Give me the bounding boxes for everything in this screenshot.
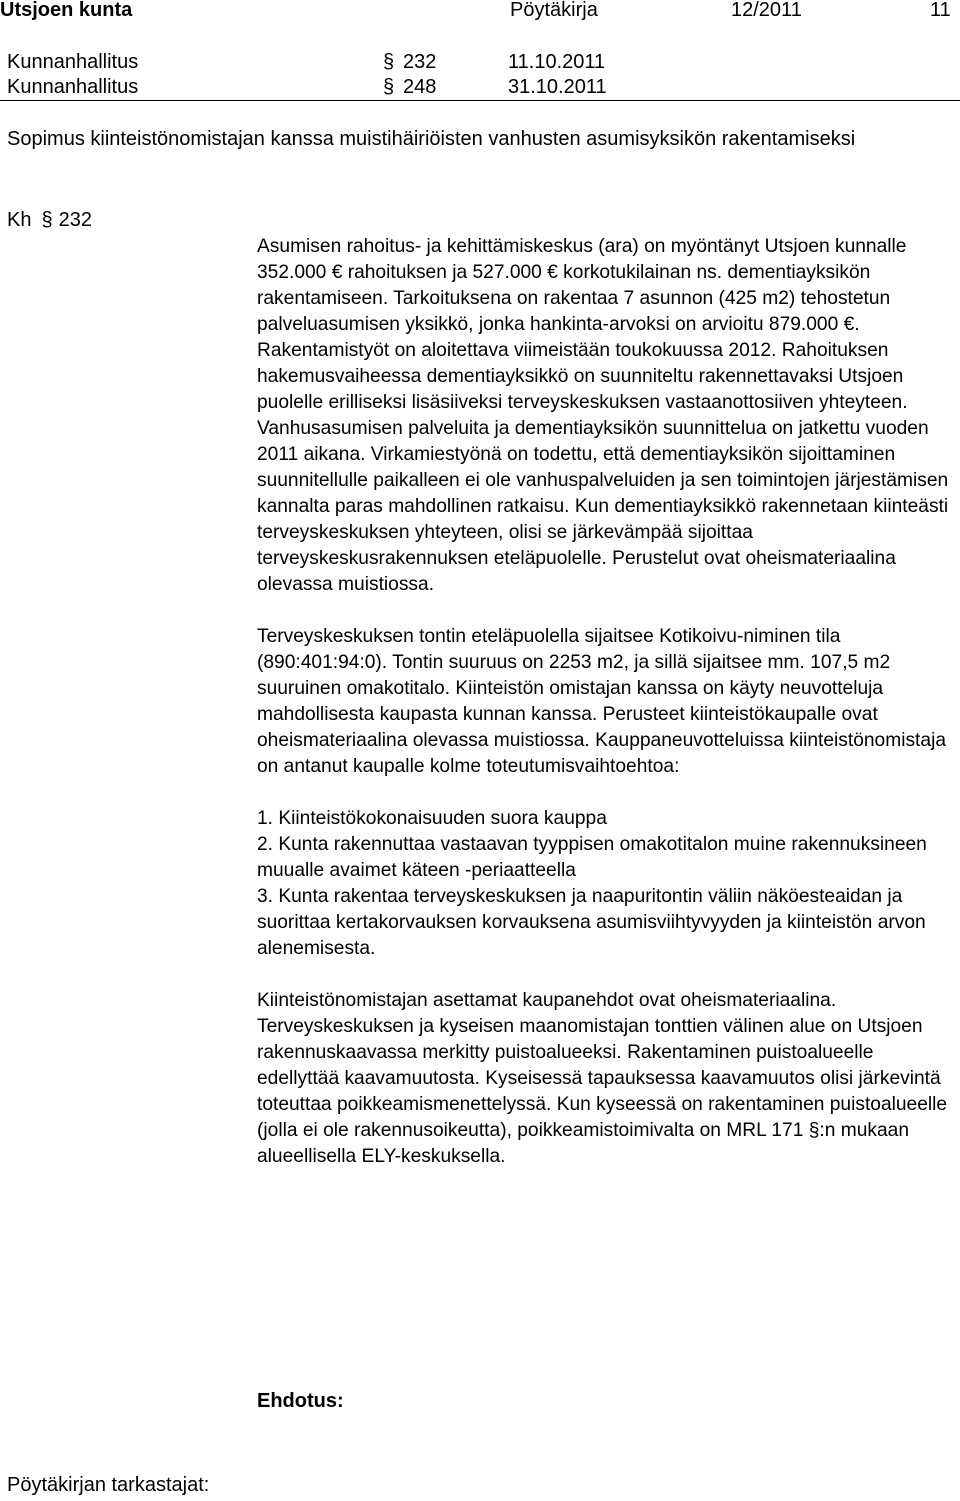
document-number: 12/2011	[731, 0, 802, 21]
document-type: Pöytäkirja	[510, 0, 598, 21]
document-body	[257, 234, 957, 1170]
subject-title: Sopimus kiinteistönomistajan kanssa muistihäiriöisten vanhusten asumisyksikön rakentamiseksi	[7, 128, 856, 150]
item-body: Kh	[7, 209, 32, 231]
options-list: 1. Kiinteistökokonaisuuden suora kauppa 2. Kunta rakennuttaa vastaavan tyyppisen omakotitalon muine rakennuksineen muualle avaimet käteen -periaatteella 3. Kunta rakentaa terveyskeskuksen ja naapuritontin väliin näköesteaidan ja suorittaa kertakorvauksen korvauksena asumisviihtyvyyden ja kiinteistön arvon alenemisesta.	[257, 808, 927, 959]
paragraph: Kiinteistönomistajan asettamat kaupanehdot ovat oheismateriaalina. Terveyskeskuksen ja kyseisen maanomistajan tonttien välinen alue on Utsjoen rakennuskaavassa merkitty puistoalueeksi. Rakentaminen puistoalueelle edellyttää kaavamuutosta. Kyseisessä tapauksessa kaavamuutos olisi järkevintä toteuttaa poikkeamismenettelyssä. Kun kyseessä on rakentaminen puistoalueelle (jolla ei ole rakennusoikeutta), poikkeamistoimivalta on MRL 171 §:n mukaan alueellisella ELY-keskuksella.	[257, 990, 948, 1167]
page-header	[0, 0, 960, 22]
header-divider	[0, 100, 960, 101]
page-number: 11	[930, 0, 951, 21]
item-label	[7, 207, 92, 233]
section-sign: §	[383, 76, 395, 98]
paragraph: Asumisen rahoitus- ja kehittämiskeskus (ara) on myöntänyt Utsjoen kunnalle 352.000 € rahoituksen ja 527.000 € korkotukilainan ns. dementiayksikön rakentamiseen. Tarkoituksena on rakentaa 7 asunnon (425 m2) tehostetun palveluasumisen yksikkö, jonka hankinta-arvoksi on arvioitu 879.000 €. Rakentamistyöt on aloitettava viimeistään toukokuussa 2012. Rahoituksen hakemusvaiheessa dementiayksikkö on suunniteltu rakennettavaksi Utsjoen puolelle erilliseksi lisäsiiveksi terveyskeskuksen vastaanottosiiven yhteyteen. Vanhusasumisen palveluita ja dementiayksikön suunnittelua on jatkettu vuoden 2011 aikana. Virkamiestyönä on todettu, että dementiayksikön sijoittaminen suunnitellulle paikalleen ei ole vanhuspalveluiden ja sen toimintojen järjestämisen kannalta paras mahdollinen ratkaisu. Kun dementiayksikkö rakennetaan kiinteästi terveyskeskuksen yhteyteen, olisi se järkevämpää sijoittaa terveyskeskusrakennuksen eteläpuolelle. Perustelut ovat oheismateriaalina olevassa muistiossa.	[257, 236, 949, 595]
meeting-body: Kunnanhallitus	[7, 76, 139, 98]
meeting-date: 31.10.2011	[508, 76, 607, 98]
meeting-body: Kunnanhallitus	[7, 51, 139, 73]
section-sign: §	[383, 51, 395, 73]
item-section: 232	[58, 209, 92, 231]
footer-label: Pöytäkirjan tarkastajat:	[7, 1474, 210, 1496]
section-number: 248	[403, 76, 437, 98]
section-sign: §	[41, 209, 53, 231]
section-number: 232	[403, 51, 437, 73]
municipality-name: Utsjoen kunta	[0, 0, 133, 21]
proposal-heading: Ehdotus:	[257, 1390, 344, 1412]
meeting-row	[0, 75, 960, 99]
meeting-row	[0, 50, 960, 74]
paragraph: Terveyskeskuksen tontin eteläpuolella sijaitsee Kotikoivu-niminen tila (890:401:94:0). Tontin suuruus on 2253 m2, ja sillä sijaitsee mm. 107,5 m2 suuruinen omakotitalo. Kiinteistön omistajan kanssa on käyty neuvotteluja mahdollisesta kaupasta kunnan kanssa. Perusteet kiinteistökaupalle ovat oheismateriaalina olevassa muistiossa. Kauppaneuvotteluissa kiinteistönomistaja on antanut kaupalle kolme toteutumisvaihtoehtoa:	[257, 626, 946, 777]
meeting-date: 11.10.2011	[508, 51, 606, 73]
